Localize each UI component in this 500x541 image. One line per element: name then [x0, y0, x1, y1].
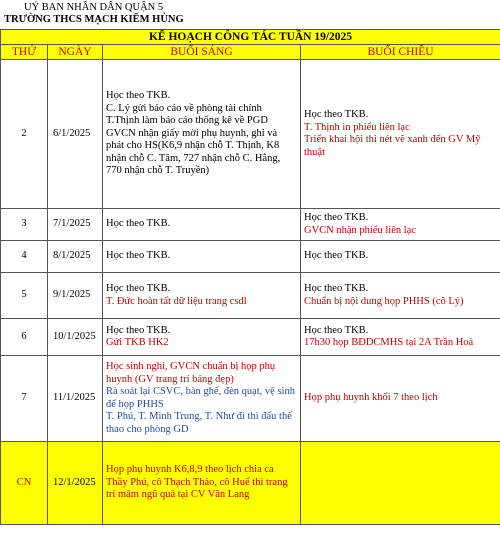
- morning-tasks: [103, 319, 301, 356]
- task-line: GVCN nhận phiếu liên lạc: [304, 224, 416, 236]
- task-line: Học theo TKB.: [304, 324, 369, 336]
- task-line: Thầy Phú, cô Thạch Thảo, cô Huế thi trang trí mâm ngũ quả tại CV Văn Lang: [106, 476, 288, 501]
- day-of-week: 6: [1, 319, 48, 356]
- schedule-row: [1, 442, 500, 525]
- morning-tasks: [103, 273, 301, 319]
- afternoon-tasks: [301, 209, 500, 241]
- day-of-week: 5: [1, 273, 48, 319]
- day-of-week: 4: [1, 241, 48, 273]
- date: 6/1/2025: [48, 60, 103, 209]
- task-line: Học theo TKB.: [304, 250, 369, 262]
- date: 7/1/2025: [48, 209, 103, 241]
- weekly-schedule-table: [0, 29, 500, 525]
- header-school: TRƯỜNG THCS MẠCH KIẾM HÙNG: [4, 14, 184, 25]
- column-header-thu: THỨ: [1, 45, 48, 60]
- afternoon-tasks: [301, 241, 500, 273]
- afternoon-tasks: [301, 319, 500, 356]
- day-of-week: 3: [1, 209, 48, 241]
- task-line: Gửi TKB HK2: [106, 337, 169, 348]
- afternoon-tasks: [301, 60, 500, 209]
- task-line: Chuẩn bị nội dung họp PHHS (cô Lý): [304, 295, 464, 307]
- task-line: Học theo TKB.: [106, 90, 171, 102]
- afternoon-tasks: [301, 442, 500, 525]
- task-line: Học theo TKB.: [304, 212, 369, 223]
- morning-tasks: [103, 442, 301, 525]
- task-line: Họp phụ huynh K6,8,9 theo lịch chia ca: [106, 464, 274, 476]
- schedule-row: [1, 319, 500, 356]
- column-header-sang: BUỔI SÁNG: [103, 45, 301, 60]
- task-line: Triển khai hội thi nét vẽ xanh đến GV Mỹ thuật: [304, 134, 481, 158]
- morning-tasks: [103, 209, 301, 241]
- task-line: Rà soát lại CSVC, bàn ghế, đèn quạt, vệ sinh để họp PHHS: [106, 386, 295, 410]
- column-header-chieu: BUỔI CHIỀU: [301, 45, 500, 60]
- day-of-week: CN: [1, 442, 48, 525]
- task-line: T. Đức hoàn tất dữ liệu trang csdl: [106, 295, 247, 307]
- task-line: T. Thịnh in phiếu liên lạc: [304, 121, 410, 133]
- task-line: Học sinh nghỉ, GVCN chuẩn bị họp phụ huynh (GV trang trí bảng đẹp): [106, 361, 276, 385]
- date: 8/1/2025: [48, 241, 103, 273]
- day-of-week: 7: [1, 356, 48, 442]
- date: 10/1/2025: [48, 319, 103, 356]
- task-line: 17h30 họp BĐDCMHS tại 2A Trần Hoà: [304, 337, 474, 348]
- schedule-row: [1, 273, 500, 319]
- schedule-row: [1, 241, 500, 273]
- day-of-week: 2: [1, 60, 48, 209]
- task-line: Học theo TKB.: [106, 324, 171, 336]
- schedule-row: [1, 209, 500, 241]
- morning-tasks: [103, 356, 301, 442]
- date: 9/1/2025: [48, 273, 103, 319]
- schedule-row: [1, 60, 500, 209]
- task-line: Học theo TKB.: [106, 218, 171, 230]
- task-line: C. Lý gửi báo cáo về phòng tài chính: [106, 102, 262, 114]
- date: 12/1/2025: [48, 442, 103, 525]
- task-line: Học theo TKB.: [304, 283, 369, 294]
- task-line: Học theo TKB.: [304, 109, 369, 120]
- schedule-row: [1, 356, 500, 442]
- task-line: Học theo TKB.: [106, 250, 171, 262]
- morning-tasks: [103, 241, 301, 273]
- task-line: Học theo TKB.: [106, 283, 171, 294]
- afternoon-tasks: [301, 273, 500, 319]
- column-header-ngay: NGÀY: [48, 45, 103, 60]
- date: 11/1/2025: [48, 356, 103, 442]
- task-line: T.Thịnh làm báo cáo thống kê về PGD: [106, 115, 268, 127]
- task-line: Họp phụ huynh khối 7 theo lịch: [304, 392, 438, 404]
- schedule-title: KẾ HOẠCH CÔNG TÁC TUẦN 19/2025: [1, 30, 500, 45]
- afternoon-tasks: [301, 356, 500, 442]
- task-line: GVCN nhận giấy mời phụ huynh, ghi và phát cho HS(K6,9 nhận chỗ T. Thịnh, K8 nhận chỗ C. Tâm, 727 nhận chỗ C. Hằng, 770 nhận chỗ T. Truyền): [106, 127, 281, 177]
- header-authority: UỶ BAN NHÂN DÂN QUẬN 5: [24, 2, 164, 13]
- morning-tasks: [103, 60, 301, 209]
- task-line: T. Phú, T. Minh Trung, T. Như đi thi đấu thể thao cho phòng GD: [106, 411, 292, 435]
